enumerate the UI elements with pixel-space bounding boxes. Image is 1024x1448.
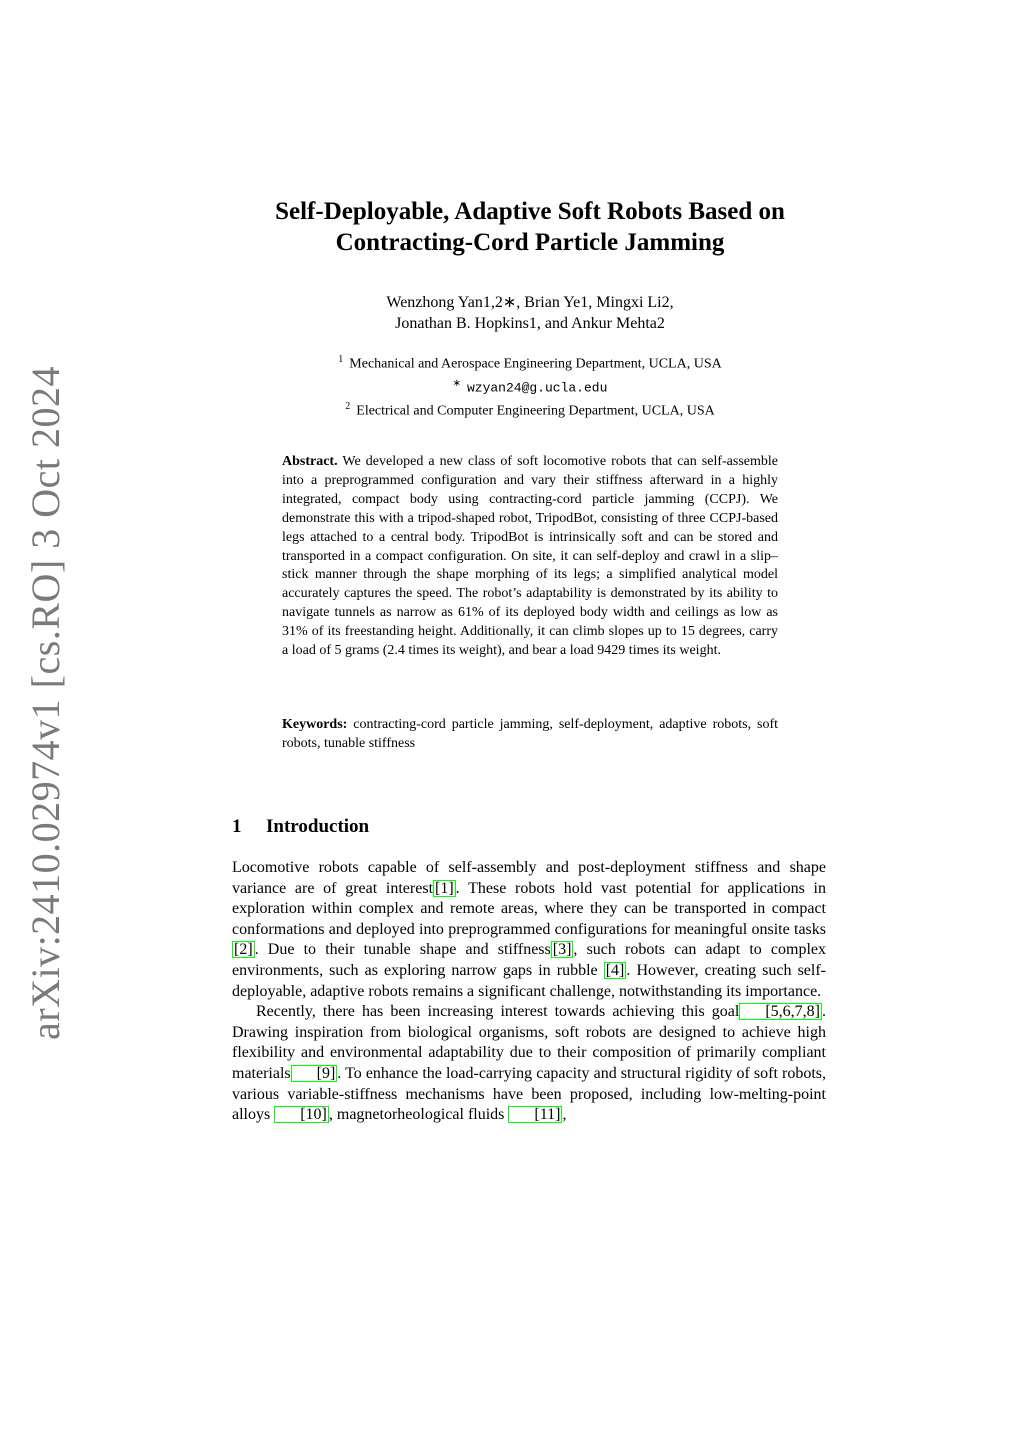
section-body — [232, 858, 826, 1126]
section-number: 1 — [232, 816, 242, 837]
affiliation-1-mark: 1 — [338, 354, 344, 365]
citation-link[interactable]: [2] — [234, 941, 253, 959]
authors-line-2: Jonathan B. Hopkins1, and Ankur Mehta2 — [395, 315, 665, 332]
affiliation-2-mark: 2 — [345, 401, 351, 413]
paragraph-2-text-1: Recently, there has been increasing interest towards achieving this goal — [256, 1003, 740, 1021]
section-title: Introduction — [266, 816, 370, 837]
authors-line-1: Wenzhong Yan1,2∗, Brian Ye1, Mingxi Li2, — [386, 294, 674, 311]
paragraph-2-text-2: . Drawing inspiration from biological organisms, soft robots are designed to achieve high flexibility and environmental adaptability due to their composition of primarily compliant materials — [232, 1003, 826, 1082]
abstract-text: We developed a new class of soft locomotive robots that can self-assemble into a preprogrammed configuration and vary their stiffness afterward in a highly integrated, compact body using contracting-cord particle jamming (CCPJ). We demonstrate this with a tripod-shaped robot, TripodBot, consisting of three CCPJ-based legs attached to a central body. TripodBot is intrinsically soft and can be stored and transported in a compact configuration. On site, it can self-deploy and crawl in a slip–stick manner through the shape morphing of its legs; a simplified analytical model accurately captures the speed. The robot’s adaptability is demonstrated by its ability to navigate tunnels as narrow as 61% of its deployed body width and ceilings as low as 31% of its freestanding height. Additionally, it can climb slopes up to 15 degrees, carry a load of 5 grams (2.4 times its weight), and bear a load 9429 times its weight. — [282, 454, 778, 659]
citation-link[interactable]: [9] — [291, 1065, 338, 1082]
paragraph-1-text-3: . Due to their tunable shape and stiffness — [254, 941, 551, 959]
paragraph-1-text-4: , such robots can adapt to complex environments, such as exploring narrow gaps in rubble — [232, 941, 827, 979]
citation-link[interactable]: [3] — [552, 941, 572, 959]
paragraph-2-text-5: , — [562, 1106, 567, 1124]
paragraph-1-text-5: . However, creating such self-deployable, adaptive robots remains a significant challenge, notwithstanding its importance. — [232, 961, 826, 1000]
affiliation-1-text: Mechanical and Aerospace Engineering Department, UCLA, USA — [349, 356, 722, 372]
abstract-label: Abstract. — [282, 454, 338, 469]
corresponding-email — [200, 374, 860, 398]
paragraph-1-text-1: Locomotive robots capable of self-assembly and post-deployment stiffness and shape variance are of great interest — [232, 859, 826, 897]
email-mark: ∗ — [452, 377, 461, 389]
email-text[interactable]: wzyan24@g.ucla.edu — [466, 380, 608, 396]
paragraph-2-text-3: . To enhance the load-carrying capacity and structural rigidity of soft robots, various variable-stiffness mechanisms have been proposed, including low-melting-point alloys — [232, 1064, 826, 1124]
paragraph-1-text-2: . These robots hold vast potential for applications in exploration within complex and remote areas, where they can be transported in compact conformations and deployed into preprogrammed configurations for meaningful onsite tasks — [232, 879, 827, 938]
citation-link[interactable]: [5,6,7,8] — [739, 1003, 822, 1020]
citation-link[interactable]: [4] — [605, 961, 625, 979]
keywords-label: Keywords: — [282, 717, 348, 732]
citation-link[interactable]: [10] — [274, 1106, 329, 1123]
keywords — [282, 716, 778, 754]
section-heading — [232, 816, 369, 838]
affiliation-1 — [200, 350, 860, 374]
citation-link[interactable]: [11] — [508, 1106, 562, 1123]
abstract — [282, 453, 778, 661]
keywords-text: contracting-cord particle jamming, self-deployment, adaptive robots, soft robots, tunable stiffness — [282, 717, 778, 751]
affiliation-2-text: Electrical and Computer Engineering Department, UCLA, USA — [356, 403, 715, 419]
title-line-1: Self-Deployable, Adaptive Soft Robots Based on — [275, 198, 785, 225]
citation-link[interactable]: [1] — [435, 879, 454, 897]
paragraph-2 — [232, 1002, 826, 1126]
author-list — [200, 292, 860, 334]
paragraph-2-text-4: , magnetorheological fluids — [328, 1106, 509, 1124]
arxiv-identifier: arXiv:2410.02974v1 [cs.RO] 3 Oct 2024 — [23, 366, 68, 1040]
paper-title — [200, 196, 860, 258]
title-line-2: Contracting-Cord Particle Jamming — [335, 229, 725, 256]
affiliations — [200, 350, 860, 421]
affiliation-2 — [200, 397, 860, 421]
paragraph-1 — [232, 858, 826, 1002]
